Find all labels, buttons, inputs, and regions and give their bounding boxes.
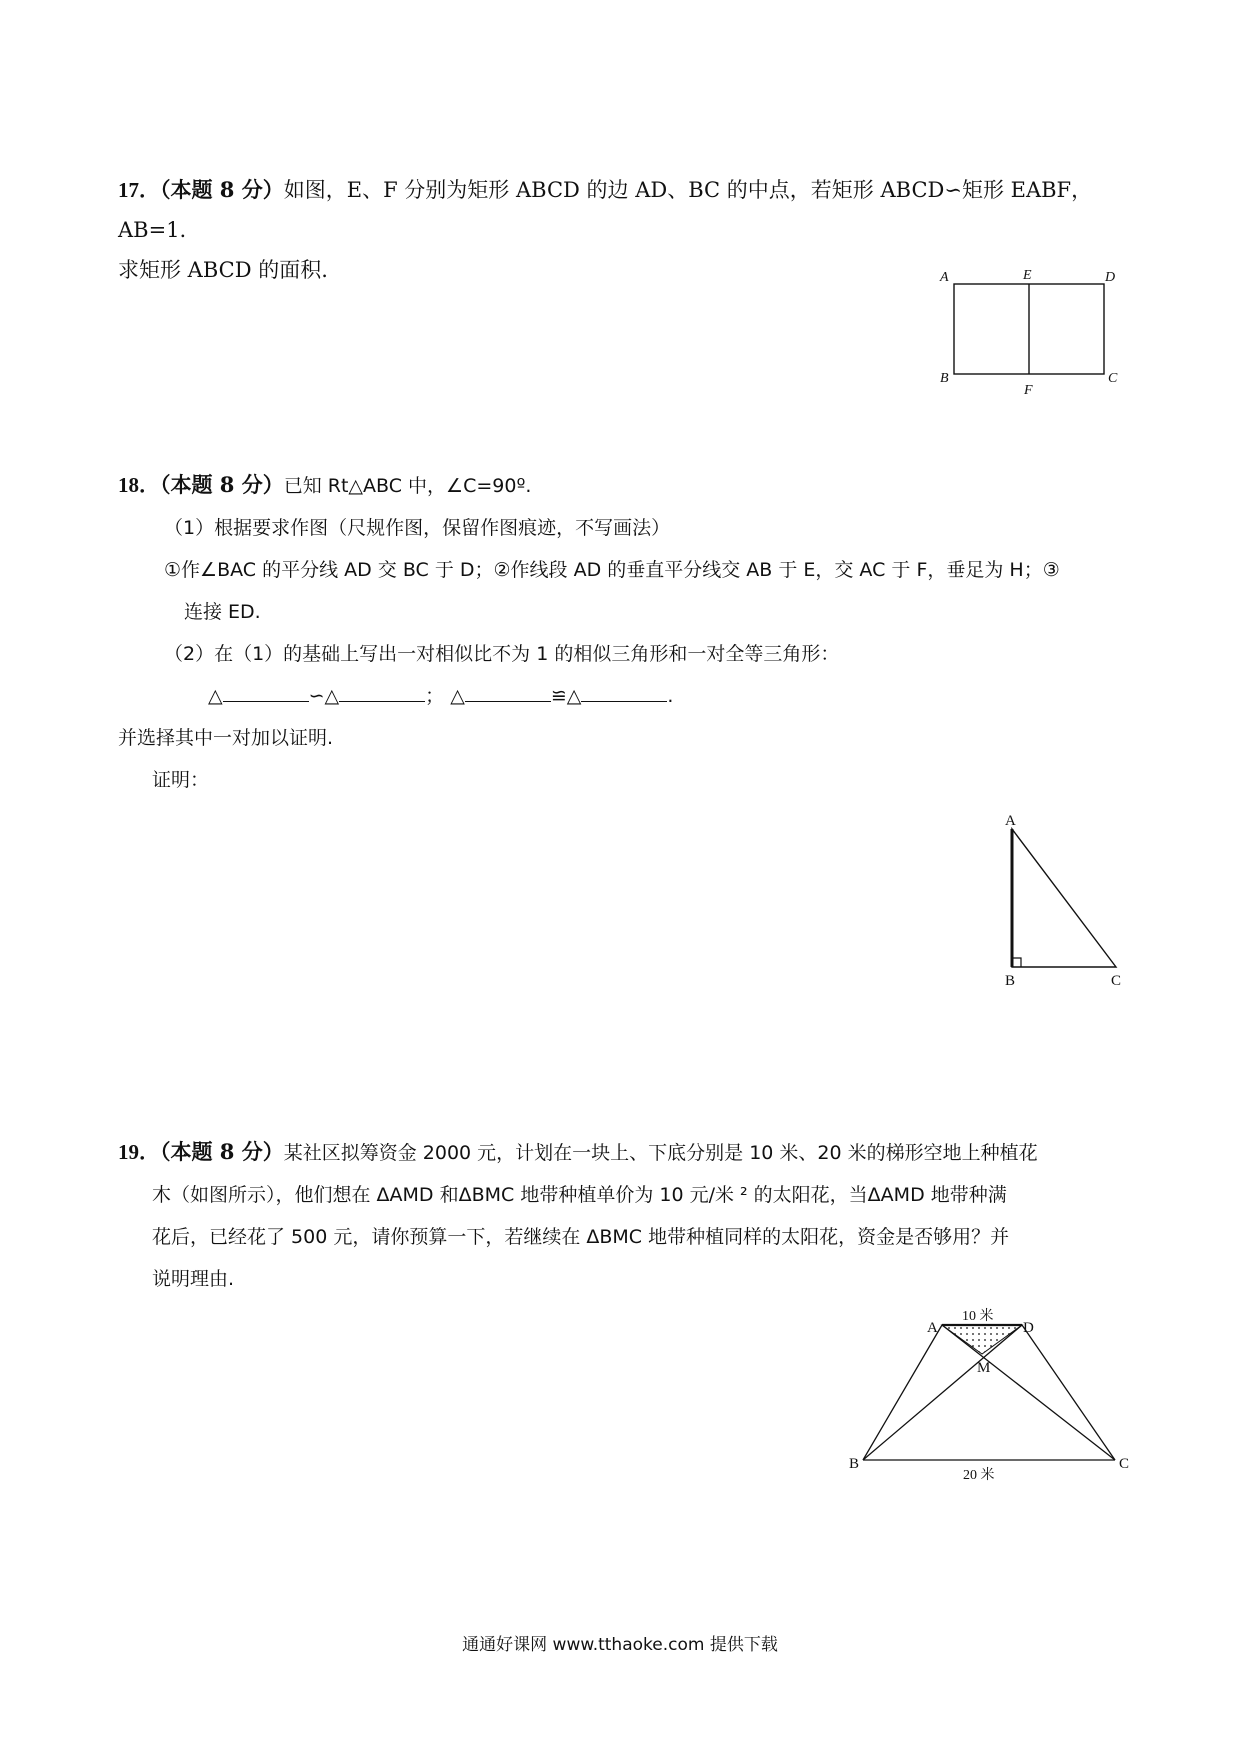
semicolon: ； (425, 685, 445, 707)
question-text: 已知 Rt△ABC 中，∠C=90º. (283, 475, 532, 497)
question-points: （本题 8 分） (160, 472, 284, 497)
triangle-symbol: △ (324, 685, 340, 707)
similar-symbol: ∽ (308, 685, 325, 707)
question-19 (118, 1132, 1148, 1299)
period: . (667, 685, 674, 707)
question-number: 17． (118, 178, 160, 202)
label-F: F (1024, 383, 1033, 398)
label-D: D (1105, 270, 1116, 285)
answer-blank-3[interactable] (465, 679, 551, 702)
question-text: 某社区拟筹资金 2000 元，计划在一块上、下底分别是 10 米、20 米的梯形空地上种植花 (283, 1142, 1038, 1164)
q19-line1 (118, 1132, 1148, 1173)
label-M: M (977, 1360, 991, 1376)
q18-steps-line2: 连接 ED. (184, 601, 261, 623)
answer-blank-1[interactable] (223, 679, 309, 702)
label-B: B (1005, 973, 1016, 989)
q18-part1: （1）根据要求作图（尺规作图，保留作图痕迹，不写画法） (164, 517, 671, 539)
q17-line1 (118, 170, 1138, 250)
answer-blank-4[interactable] (581, 679, 667, 702)
q19-line3: 花后，已经花了 500 元，请你预算一下，若继续在 ΔBMC 地带种植同样的太阳花，资金是否够用？并 (152, 1226, 1010, 1248)
q18-intro-line (118, 465, 1148, 506)
question-number: 18． (118, 473, 160, 497)
label-A: A (940, 270, 949, 285)
q18-proof-label: 证明： (152, 769, 210, 791)
question-18 (118, 465, 1148, 800)
congruent-symbol: ≌ (550, 685, 567, 707)
triangle-symbol: △ (450, 685, 465, 707)
q18-fill-in-line (118, 676, 1148, 716)
label-C: C (1108, 371, 1118, 386)
label-A: A (1005, 813, 1016, 829)
page-footer: 通通好课网 www.tthaoke.com 提供下载 (462, 1635, 778, 1655)
label-D: D (1023, 1320, 1034, 1336)
top-base-label: 10 米 (962, 1309, 994, 1324)
q19-line2: 木（如图所示），他们想在 ΔAMD 和ΔBMC 地带种植单价为 10 元/米 ² 的太阳花，当ΔAMD 地带种满 (152, 1184, 1007, 1206)
question-text: 如图，E、F 分别为矩形 ABCD 的边 AD、BC 的中点，若矩形 ABCD∽矩形 EABF，AB=1. (118, 178, 1093, 242)
label-E: E (1023, 268, 1032, 283)
q18-part2: （2）在（1）的基础上写出一对相似比不为 1 的相似三角形和一对全等三角形： (164, 643, 840, 665)
triangle-symbol: △ (208, 685, 223, 707)
question-number: 19． (118, 1140, 160, 1164)
label-C: C (1111, 973, 1122, 989)
triangle-symbol: △ (566, 685, 582, 707)
label-B: B (849, 1456, 860, 1472)
q18-figure-right-triangle (995, 813, 1125, 989)
q17-figure-rectangle (940, 268, 1120, 398)
q19-line4: 说明理由. (152, 1268, 235, 1290)
label-B: B (940, 371, 949, 386)
q18-steps-line1: ①作∠BAC 的平分线 AD 交 BC 于 D；②作线段 AD 的垂直平分线交 AB 于 E，交 AC 于 F，垂足为 H；③ (164, 559, 1060, 581)
question-points: （本题 8 分） (160, 177, 284, 202)
q18-select: 并选择其中一对加以证明. (118, 727, 334, 749)
bottom-base-label: 20 米 (963, 1468, 995, 1483)
q19-figure-trapezoid (845, 1308, 1155, 1488)
label-A: A (927, 1320, 938, 1336)
question-points: （本题 8 分） (160, 1139, 284, 1164)
label-C: C (1119, 1456, 1130, 1472)
answer-blank-2[interactable] (339, 679, 425, 702)
q17-line2: 求矩形 ABCD 的面积. (118, 258, 328, 282)
